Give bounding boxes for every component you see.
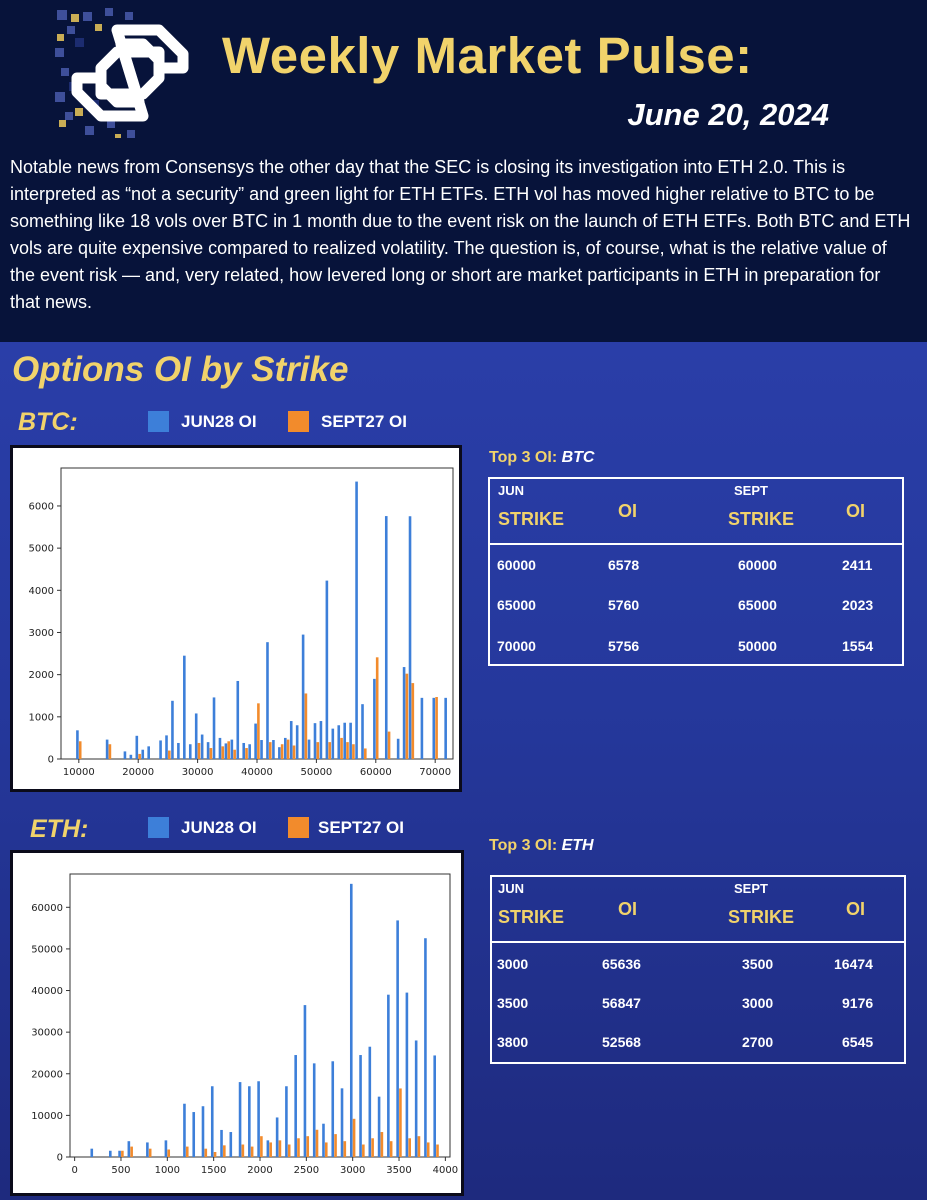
jun-oi-bar — [207, 742, 210, 759]
y-tick-label: 0 — [56, 1152, 63, 1164]
table-divider — [490, 543, 902, 545]
sept-oi-bar — [376, 657, 379, 759]
jun-oi-bar — [355, 482, 358, 759]
intro-paragraph: Notable news from Consensys the other day that the SEC is closing its investigation into ETH 2.0. This is interpreted as “not a security” and green light for ETH ETFs. ETH vol has moved higher relative to BTC to be something like 18 vols over BTC in 1 month due to the event risk on the launch of ETH ETFs. Both BTC and ETH vols are quite expensive compared to realized volatility. The question is, of course, what is the relative value of the event risk — and, very related, how levered long or short are market participants in ETH in preparation for that news. — [10, 157, 911, 312]
sept-swatch — [288, 411, 309, 432]
jun-oi-bar — [124, 751, 127, 759]
y-tick-label: 3000 — [28, 627, 54, 639]
x-tick-label: 0 — [71, 1165, 78, 1176]
table-cell: 6578 — [608, 557, 640, 573]
jun-oi-bar — [236, 681, 239, 759]
sept-oi-bar — [371, 1138, 374, 1157]
sept-oi-bar — [388, 732, 391, 759]
jun-oi-bar — [341, 1088, 344, 1157]
eth-table-title — [489, 837, 594, 855]
jun-oi-bar — [308, 740, 311, 759]
sept-oi-bar — [168, 751, 171, 759]
table-cell: 56847 — [602, 995, 641, 1011]
jun-oi-bar — [225, 743, 228, 759]
sept-oi-bar — [436, 1145, 439, 1157]
brand-logo-icon — [55, 8, 205, 138]
jun-oi-bar — [128, 1141, 131, 1157]
jun-oi-bar — [248, 744, 251, 759]
eth-legend — [148, 817, 428, 841]
jun-oi-bar — [254, 724, 257, 759]
jun-oi-bar — [159, 740, 162, 759]
y-tick-label: 40000 — [31, 986, 63, 998]
table-cell: 52568 — [602, 1034, 641, 1050]
eth-label: ETH: — [30, 815, 89, 843]
jun-oi-bar — [302, 635, 305, 759]
table-cell: 3000 — [742, 995, 774, 1011]
jun-oi-bar — [278, 747, 281, 759]
jun-oi-bar — [350, 884, 353, 1157]
jun-oi-bar — [183, 656, 186, 759]
table-cell: 60000 — [738, 557, 777, 573]
sept-oi-bar — [316, 742, 319, 759]
jun-oi-bar — [444, 698, 447, 759]
page-title: Weekly Market Pulse: — [222, 27, 753, 84]
sept-oi-bar — [334, 1134, 337, 1157]
table-cell: 60000 — [497, 557, 536, 573]
sept-oi-bar — [328, 742, 331, 759]
sept-oi-bar — [260, 1136, 263, 1157]
sept-oi-bar — [346, 742, 349, 759]
jun-oi-bar — [201, 735, 204, 759]
sept-oi-bar — [340, 738, 343, 759]
jun-oi-bar — [331, 1061, 334, 1157]
jun-legend-label: JUN28 OI — [181, 818, 257, 837]
x-tick-label: 40000 — [241, 767, 273, 778]
plot-frame — [70, 874, 450, 1157]
sept-oi-bar — [293, 746, 296, 759]
jun-oi-bar — [229, 1132, 232, 1157]
jun-oi-bar — [171, 701, 174, 759]
report-date: June 20, 2024 — [627, 97, 829, 132]
table-divider — [492, 941, 904, 943]
jun-header: JUN — [498, 483, 525, 498]
jun-oi-bar — [349, 723, 352, 759]
y-tick-label: 10000 — [31, 1110, 63, 1122]
sept-oi-bar — [281, 744, 284, 759]
sept-legend-label: SEPT27 OI — [318, 818, 404, 837]
jun-header: JUN — [498, 881, 525, 896]
sept-oi-bar — [210, 748, 213, 759]
jun-oi-bar — [361, 704, 364, 759]
y-tick-label: 60000 — [31, 902, 63, 914]
btc-legend — [148, 411, 428, 435]
sept-oi-bar — [390, 1141, 393, 1157]
jun-oi-bar — [432, 698, 435, 759]
sept-oi-bar — [352, 744, 355, 759]
jun-oi-bar — [177, 743, 180, 759]
x-tick-label: 60000 — [359, 767, 392, 778]
jun-oi-bar — [257, 1081, 260, 1157]
sept-oi-bar — [306, 1136, 309, 1157]
sept-oi-bar — [316, 1130, 319, 1157]
jun-oi-bar — [369, 1047, 372, 1157]
x-tick-label: 2500 — [293, 1165, 320, 1176]
btc-chart — [10, 445, 462, 792]
table-cell: 65000 — [497, 597, 536, 613]
jun-oi-bar — [332, 729, 335, 759]
sept-oi-bar — [149, 1149, 152, 1157]
jun-oi-bar — [76, 730, 79, 759]
jun-oi-bar — [320, 721, 323, 759]
sept-oi-bar — [279, 1140, 282, 1157]
jun-oi-bar — [248, 1086, 251, 1157]
jun-oi-bar — [260, 740, 263, 759]
jun-oi-bar — [373, 679, 376, 759]
jun-oi-bar — [326, 581, 329, 759]
btc-table-title-prefix: Top 3 OI: — [489, 449, 562, 466]
sept-oi-bar — [399, 1088, 402, 1157]
oi-header: OI — [618, 899, 638, 919]
sept-oi-bar — [344, 1141, 347, 1157]
jun-legend-label: JUN28 OI — [181, 412, 257, 431]
btc-chart-svg — [13, 448, 459, 789]
table-cell: 70000 — [497, 638, 536, 654]
x-tick-label: 1500 — [200, 1165, 227, 1176]
jun-oi-bar — [284, 738, 287, 759]
sept-oi-bar — [297, 1138, 300, 1157]
sept-oi-bar — [130, 1147, 133, 1157]
jun-oi-bar — [109, 1151, 112, 1157]
jun-oi-bar — [189, 744, 192, 759]
sept-oi-bar — [381, 1132, 384, 1157]
jun-oi-bar — [415, 1040, 418, 1157]
jun-oi-bar — [403, 667, 406, 759]
sept-oi-bar — [198, 743, 201, 759]
jun-oi-bar — [213, 697, 216, 759]
x-tick-label: 2000 — [247, 1165, 273, 1176]
jun-oi-bar — [118, 1151, 121, 1157]
jun-oi-bar — [433, 1055, 436, 1157]
jun-oi-bar — [266, 642, 269, 759]
eth-chart — [10, 850, 464, 1196]
table-cell: 6545 — [842, 1034, 874, 1050]
sept-oi-bar — [353, 1119, 356, 1157]
y-tick-label: 20000 — [31, 1069, 63, 1081]
jun-oi-bar — [406, 993, 409, 1157]
sept-oi-bar — [418, 1136, 421, 1157]
jun-oi-bar — [409, 516, 412, 759]
x-tick-label: 1000 — [154, 1165, 181, 1176]
jun-oi-bar — [183, 1104, 186, 1157]
jun-oi-bar — [147, 746, 150, 759]
jun-oi-bar — [314, 723, 317, 759]
sept-oi-bar — [325, 1142, 328, 1157]
jun-swatch — [148, 817, 169, 838]
jun-swatch — [148, 411, 169, 432]
table-cell: 16474 — [834, 956, 873, 972]
table-cell: 2023 — [842, 597, 874, 613]
jun-oi-bar — [343, 723, 346, 759]
table-cell: 9176 — [842, 995, 874, 1011]
table-cell: 65000 — [738, 597, 777, 613]
jun-oi-bar — [141, 750, 144, 759]
btc-table-title — [489, 449, 594, 467]
sept-oi-bar — [138, 754, 141, 759]
sept-oi-bar — [287, 740, 290, 759]
sept-oi-bar — [221, 746, 224, 759]
sept-header: SEPT — [734, 881, 768, 896]
sept-legend-label: SEPT27 OI — [321, 412, 407, 431]
y-tick-label: 30000 — [31, 1027, 63, 1039]
btc-top3-table — [488, 477, 904, 666]
x-tick-label: 10000 — [62, 767, 95, 778]
x-tick-label: 3500 — [386, 1165, 412, 1176]
sept-oi-bar — [79, 741, 82, 759]
sept-oi-bar — [167, 1150, 170, 1157]
jun-oi-bar — [378, 1097, 381, 1157]
strike-header: STRIKE — [498, 907, 565, 927]
jun-oi-bar — [165, 735, 168, 759]
jun-oi-bar — [90, 1149, 93, 1157]
table-cell: 1554 — [842, 638, 874, 654]
jun-oi-bar — [267, 1140, 270, 1157]
x-tick-label: 30000 — [181, 767, 214, 778]
table-cell: 3500 — [497, 995, 529, 1011]
table-cell: 3500 — [742, 956, 774, 972]
y-tick-label: 4000 — [28, 585, 54, 597]
sept-oi-bar — [227, 741, 230, 759]
jun-oi-bar — [195, 713, 198, 759]
table-cell: 2411 — [842, 557, 873, 573]
table-cell: 5760 — [608, 597, 640, 613]
jun-oi-bar — [313, 1063, 316, 1157]
oi-header: OI — [618, 501, 638, 521]
jun-oi-bar — [359, 1055, 362, 1157]
sept-oi-bar — [251, 1147, 254, 1157]
strike-header: STRIKE — [728, 509, 795, 529]
eth-chart-svg — [13, 853, 461, 1193]
eth-table-title-prefix: Top 3 OI: — [489, 837, 562, 854]
jun-oi-bar — [385, 516, 388, 759]
sept-oi-bar — [269, 1142, 272, 1157]
sept-oi-bar — [109, 744, 112, 759]
table-cell: 5756 — [608, 638, 640, 654]
jun-oi-bar — [146, 1142, 149, 1157]
sept-oi-bar — [121, 1151, 124, 1157]
y-tick-label: 2000 — [28, 670, 54, 682]
y-tick-label: 6000 — [28, 501, 54, 513]
sept-oi-bar — [406, 674, 409, 759]
jun-oi-bar — [106, 740, 109, 759]
jun-oi-bar — [424, 938, 427, 1157]
jun-oi-bar — [387, 995, 390, 1157]
strike-header: STRIKE — [498, 509, 565, 529]
sept-oi-bar — [186, 1147, 189, 1157]
jun-oi-bar — [192, 1112, 195, 1157]
jun-oi-bar — [239, 1082, 242, 1157]
jun-oi-bar — [136, 736, 139, 759]
jun-oi-bar — [296, 725, 299, 759]
sept-oi-bar — [412, 683, 415, 759]
sept-oi-bar — [204, 1149, 207, 1157]
jun-oi-bar — [304, 1005, 307, 1157]
sept-oi-bar — [288, 1145, 291, 1157]
table-cell: 50000 — [738, 638, 777, 654]
jun-oi-bar — [231, 740, 234, 759]
jun-oi-bar — [220, 1130, 223, 1157]
table-cell: 2700 — [742, 1034, 774, 1050]
section-title: Options OI by Strike — [12, 350, 349, 389]
x-tick-label: 3000 — [339, 1165, 366, 1176]
jun-oi-bar — [337, 725, 340, 759]
btc-label: BTC: — [18, 408, 78, 436]
sept-oi-bar — [242, 1145, 245, 1157]
jun-oi-bar — [202, 1106, 205, 1157]
sept-oi-bar — [233, 750, 236, 759]
jun-oi-bar — [130, 755, 133, 759]
jun-oi-bar — [421, 698, 424, 759]
sept-oi-bar — [435, 697, 438, 759]
x-tick-label: 500 — [111, 1165, 131, 1176]
jun-oi-bar — [165, 1140, 168, 1157]
y-tick-label: 1000 — [28, 712, 54, 724]
oi-header: OI — [846, 899, 866, 919]
sept-oi-bar — [364, 748, 367, 759]
sept-oi-bar — [362, 1145, 365, 1157]
sept-oi-bar — [223, 1145, 226, 1157]
sept-swatch — [288, 817, 309, 838]
table-cell: 65636 — [602, 956, 641, 972]
table-cell: 3000 — [497, 956, 529, 972]
jun-oi-bar — [294, 1055, 297, 1157]
x-tick-label: 50000 — [300, 767, 333, 778]
sept-oi-bar — [269, 742, 272, 759]
y-tick-label: 5000 — [28, 543, 54, 555]
sept-header: SEPT — [734, 483, 768, 498]
y-tick-label: 50000 — [31, 944, 63, 956]
sept-oi-bar — [305, 693, 308, 759]
sept-oi-bar — [408, 1138, 411, 1157]
sept-oi-bar — [245, 748, 248, 759]
sept-oi-bar — [214, 1152, 217, 1157]
jun-oi-bar — [272, 740, 275, 759]
sept-oi-bar — [427, 1142, 430, 1157]
jun-oi-bar — [276, 1117, 279, 1157]
plot-frame — [61, 468, 453, 759]
jun-oi-bar — [285, 1086, 288, 1157]
strike-header: STRIKE — [728, 907, 795, 927]
oi-header: OI — [846, 501, 866, 521]
table-cell: 3800 — [497, 1034, 529, 1050]
jun-oi-bar — [322, 1124, 325, 1157]
jun-oi-bar — [396, 920, 399, 1157]
jun-oi-bar — [242, 743, 245, 759]
x-tick-label: 20000 — [122, 767, 155, 778]
sept-oi-bar — [257, 703, 260, 759]
jun-oi-bar — [290, 721, 293, 759]
eth-top3-table — [490, 875, 906, 1064]
x-tick-label: 70000 — [419, 767, 452, 778]
btc-table-title-coin: BTC — [561, 449, 595, 466]
x-tick-label: 4000 — [432, 1165, 459, 1176]
y-tick-label: 0 — [47, 754, 54, 766]
jun-oi-bar — [397, 739, 400, 759]
eth-table-title-coin: ETH — [561, 837, 594, 854]
jun-oi-bar — [211, 1086, 214, 1157]
jun-oi-bar — [219, 738, 222, 759]
